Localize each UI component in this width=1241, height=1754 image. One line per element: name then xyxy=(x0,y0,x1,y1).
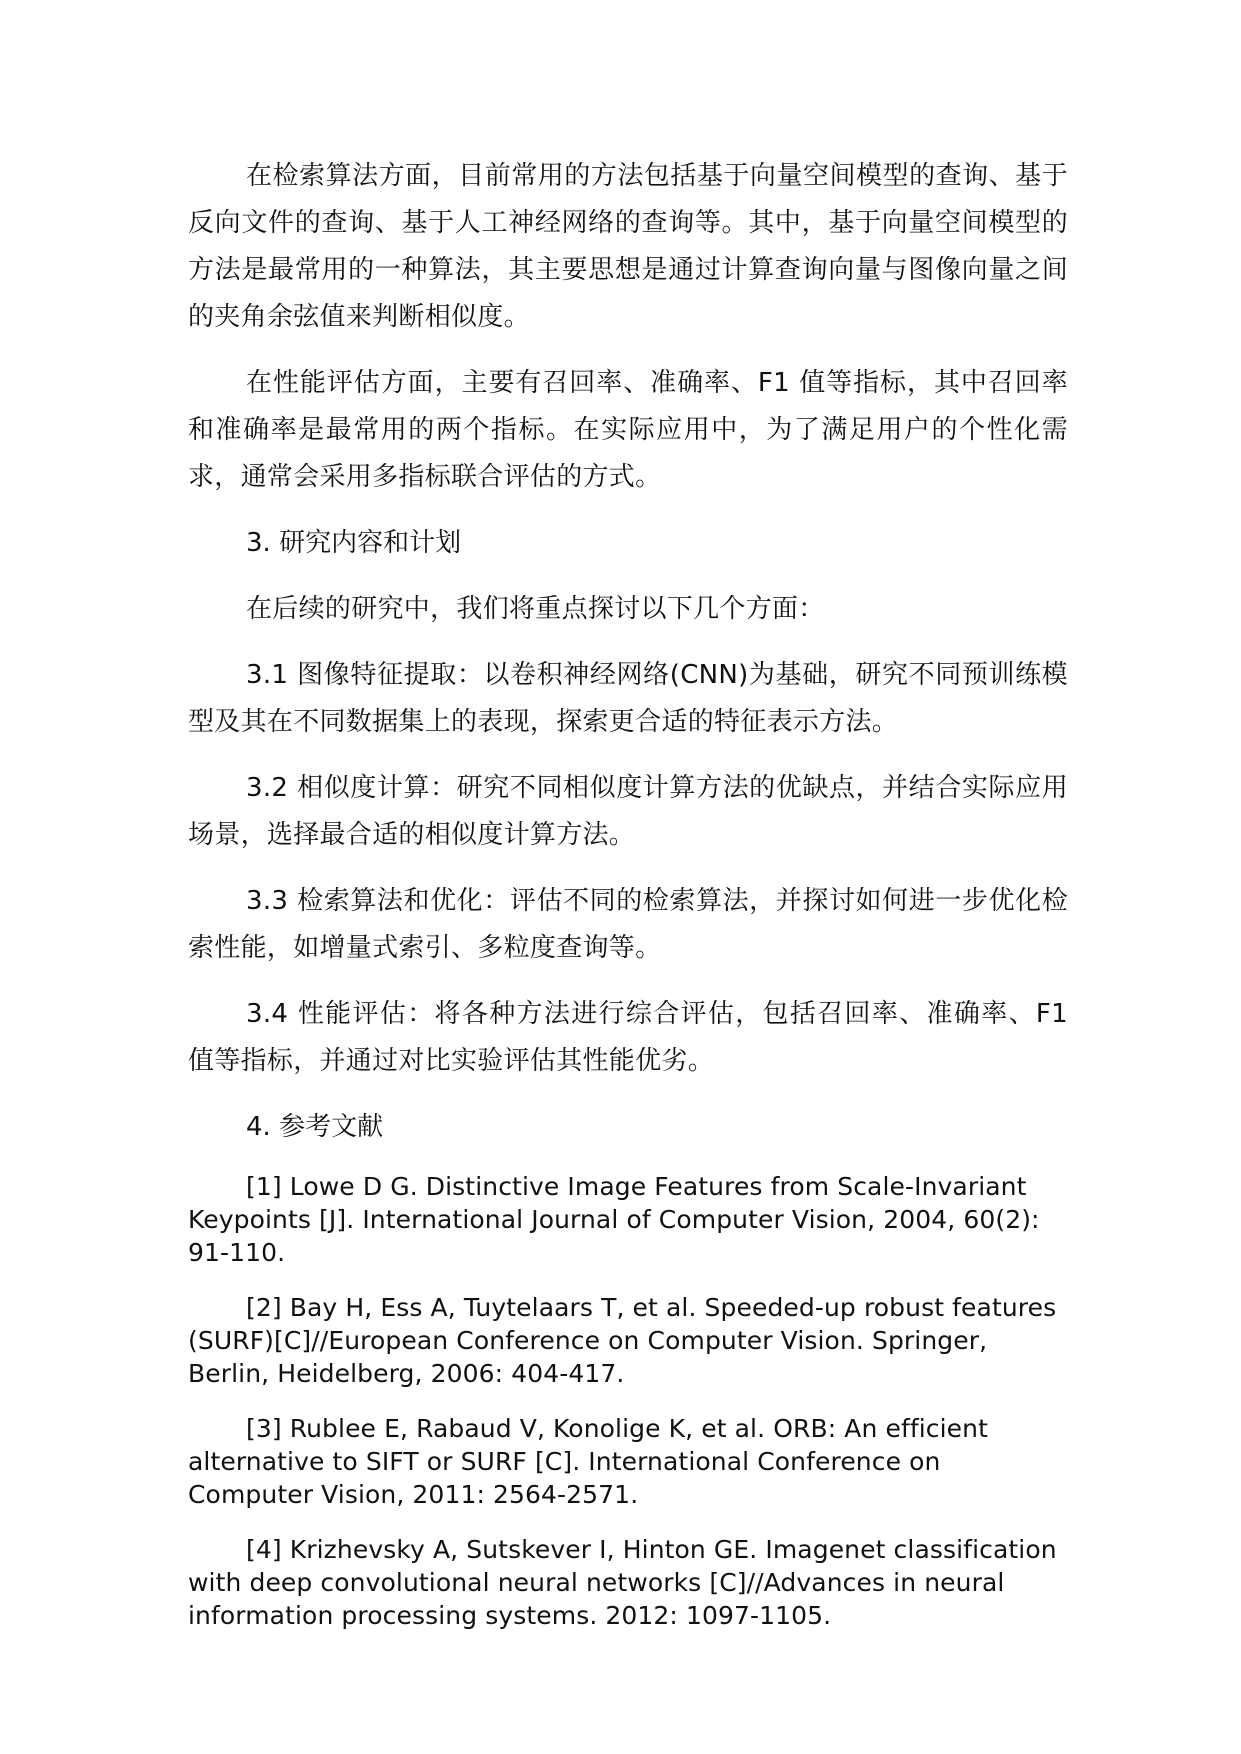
section-3-item-1: 3.1 图像特征提取：以卷积神经网络(CNN)为基础，研究不同预训练模型及其在不同数据集上的表现，探索更合适的特征表示方法。 xyxy=(188,660,1068,737)
section-3-item-2: 3.2 相似度计算：研究不同相似度计算方法的优缺点，并结合实际应用场景，选择最合适的相似度计算方法。 xyxy=(188,773,1068,850)
document-page xyxy=(188,153,1068,1654)
reference-item-2: [2] Bay H, Ess A, Tuytelaars T, et al. Speeded-up robust features (SURF)[C]//European Conference on Computer Vision. Springer, Berlin, Heidelberg, 2006: 404-417. xyxy=(188,1293,1057,1388)
section-3-item-4: 3.4 性能评估：将各种方法进行综合评估，包括召回率、准确率、F1 值等指标，并通过对比实验评估其性能优劣。 xyxy=(188,999,1068,1076)
reference-list xyxy=(188,1170,1068,1632)
paragraph-retrieval-algorithms: 在检索算法方面，目前常用的方法包括基于向量空间模型的查询、基于反向文件的查询、基于人工神经网络的查询等。其中，基于向量空间模型的方法是最常用的一种算法，其主要思想是通过计算查询向量与图像向量之间的夹角余弦值来判断相似度。 xyxy=(188,161,1068,332)
reference-item-4: [4] Krizhevsky A, Sutskever I, Hinton GE. Imagenet classification with deep convolutional neural networks [C]//Advances in neural information processing systems. 2012: 1097-1105. xyxy=(188,1535,1057,1630)
section-3-item-3: 3.3 检索算法和优化：评估不同的检索算法，并探讨如何进一步优化检索性能，如增量式索引、多粒度查询等。 xyxy=(188,886,1068,963)
reference-item-1: [1] Lowe D G. Distinctive Image Features from Scale-Invariant Keypoints [J]. International Journal of Computer Vision, 2004, 60(2): 91-110. xyxy=(188,1172,1040,1267)
section-3-heading: 3. 研究内容和计划 xyxy=(246,528,462,558)
section-3-intro: 在后续的研究中，我们将重点探讨以下几个方面： xyxy=(246,594,825,624)
paragraph-performance-evaluation: 在性能评估方面，主要有召回率、准确率、F1 值等指标，其中召回率和准确率是最常用的两个指标。在实际应用中，为了满足用户的个性化需求，通常会采用多指标联合评估的方式。 xyxy=(188,368,1068,492)
section-4-heading: 4. 参考文献 xyxy=(246,1112,384,1142)
reference-item-3: [3] Rublee E, Rabaud V, Konolige K, et al. ORB: An efficient alternative to SIFT or SURF [C]. International Conference on Computer Vision, 2011: 2564-2571. xyxy=(188,1414,989,1509)
